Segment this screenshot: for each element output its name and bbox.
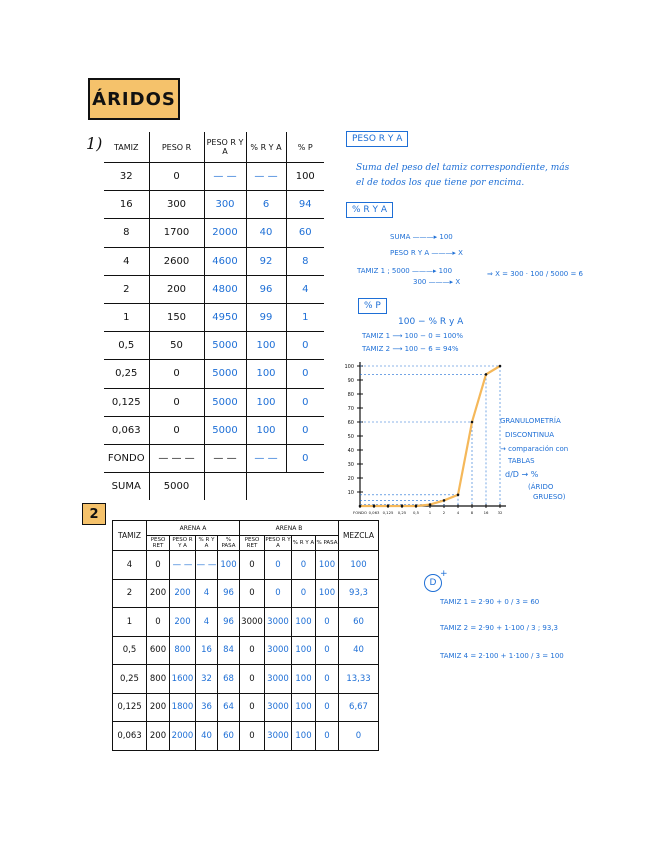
table-cell: 100	[292, 636, 316, 665]
table-cell: 2	[113, 579, 147, 608]
pct-p-formula: 100 − % R y A	[398, 317, 464, 327]
table-cell: 0	[339, 722, 379, 751]
table-cell	[286, 473, 324, 501]
table-row	[104, 303, 324, 331]
table-cell: — —	[170, 551, 196, 580]
table-cell: 0	[316, 693, 339, 722]
table-row	[113, 722, 379, 751]
table-cell: 1	[286, 303, 324, 331]
table-cell: 3000	[265, 722, 292, 751]
table-cell: 32	[104, 163, 149, 191]
granulometry-chart	[336, 358, 516, 523]
table-cell: 0,063	[113, 722, 147, 751]
table-cell: — — —	[149, 444, 204, 472]
x-tick-label: 4	[456, 510, 460, 515]
table-cell: — —	[204, 444, 246, 472]
table-cell: 0	[149, 416, 204, 444]
sieve-table	[104, 132, 324, 500]
mezcla-header: MEZCLA	[339, 521, 379, 551]
peso-rya-definition-line1: Suma del peso del tamiz correspondiente, más	[356, 163, 570, 173]
table-cell: 0	[149, 388, 204, 416]
data-point	[415, 505, 418, 508]
table-cell: 200	[170, 579, 196, 608]
x-tick-label: 0,125	[382, 510, 394, 515]
table-cell: 0	[240, 665, 265, 694]
table-cell: 0	[240, 551, 265, 580]
table-cell: 100	[246, 332, 286, 360]
table-cell: 100	[246, 388, 286, 416]
table-cell: 100	[316, 579, 339, 608]
table-cell: 60	[286, 219, 324, 247]
subheader-cell: PESO R Y A	[265, 537, 291, 549]
table-cell: 6	[246, 191, 286, 219]
table-cell: 68	[218, 665, 240, 694]
table-cell: 1700	[149, 219, 204, 247]
table-row	[104, 191, 324, 219]
table-cell: 40	[196, 722, 218, 751]
y-tick-label: 60	[347, 420, 354, 426]
x-tick-label: 16	[483, 510, 489, 515]
table-cell: 0	[286, 416, 324, 444]
table-cell: 0	[149, 360, 204, 388]
table-cell: 4	[286, 275, 324, 303]
arena-a-header: ARENA A	[147, 521, 240, 536]
table-cell: 2000	[170, 722, 196, 751]
table-row	[113, 551, 379, 580]
table-cell: 94	[286, 191, 324, 219]
table-row	[113, 608, 379, 637]
x-tick-label: 32	[497, 510, 503, 515]
table-cell: 100	[286, 163, 324, 191]
table-cell: 40	[246, 219, 286, 247]
table-cell: 4600	[204, 247, 246, 275]
table-row	[113, 693, 379, 722]
table-cell: 3000	[265, 636, 292, 665]
peso-rule: PESO R Y A ———▸ X	[390, 249, 463, 257]
subheader-cell: % R Y A	[196, 536, 218, 551]
granulo-note-3: → comparación con	[500, 445, 569, 453]
table-cell: 0	[265, 579, 292, 608]
table-cell: — —	[204, 163, 246, 191]
table-cell: FONDO	[104, 444, 149, 472]
table-cell: 800	[170, 636, 196, 665]
tamiz-header: TAMIZ	[113, 521, 147, 551]
table-cell: 96	[246, 275, 286, 303]
table-row	[104, 444, 324, 472]
data-point	[359, 505, 362, 508]
table-row	[104, 473, 324, 501]
table-cell: 96	[218, 608, 240, 637]
mix-plus-sign: +	[440, 569, 448, 579]
table-cell: 150	[149, 303, 204, 331]
table-cell: 4	[113, 551, 147, 580]
table-cell	[246, 473, 286, 501]
table-cell: 0	[286, 388, 324, 416]
y-tick-label: 20	[347, 476, 354, 482]
table-cell: 100	[292, 665, 316, 694]
x-tick-label: FONDO	[353, 510, 367, 515]
peso-rya-definition-line2: el de todos los que tiene por encima.	[356, 178, 525, 188]
tamiz1-rule-a: TAMIZ 1 ; 5000 ———▸ 100	[357, 267, 453, 275]
table-cell: 300	[149, 191, 204, 219]
data-point	[457, 494, 460, 497]
table-cell: 100	[218, 551, 240, 580]
x-tick-label: 2	[442, 510, 446, 515]
table-cell: 0	[147, 608, 170, 637]
table-cell: 60	[218, 722, 240, 751]
table-cell: 5000	[204, 388, 246, 416]
arena-b-header: ARENA B	[240, 521, 339, 536]
table-cell: 92	[246, 247, 286, 275]
table-cell: 0	[292, 551, 316, 580]
table-row	[113, 579, 379, 608]
pct-p-heading: % P	[358, 298, 387, 314]
table-cell: 16	[196, 636, 218, 665]
table-cell: 100	[292, 693, 316, 722]
subheader-cell: PESO RET	[147, 536, 170, 551]
header-cell: PESO R Y A	[204, 132, 246, 163]
table-row	[113, 665, 379, 694]
mix-calc-3: TAMIZ 4 = 2·100 + 1·100 / 3 = 100	[440, 652, 564, 660]
granulo-note-2: DISCONTINUA	[505, 431, 555, 439]
data-point	[485, 373, 488, 376]
suma-rule: SUMA ———▸ 100	[390, 233, 453, 241]
table-cell: 300	[204, 191, 246, 219]
table-cell: 96	[218, 579, 240, 608]
table-cell	[204, 473, 246, 501]
granulo-note-1: GRANULOMETRÍA	[500, 417, 561, 425]
pct-rya-heading: % R Y A	[346, 202, 393, 218]
table-cell: 4	[196, 579, 218, 608]
table-cell: 8	[286, 247, 324, 275]
table-cell: 0,125	[113, 693, 147, 722]
table-cell: 50	[149, 332, 204, 360]
subheader-cell: % R Y A	[292, 536, 316, 551]
sand-mix-table	[112, 520, 379, 751]
table-cell: 0	[292, 579, 316, 608]
y-tick-label: 10	[347, 490, 354, 496]
table-cell: 0	[286, 360, 324, 388]
table-cell: 0	[316, 608, 339, 637]
table-cell: 200	[147, 722, 170, 751]
table-row	[104, 247, 324, 275]
table-cell: 36	[196, 693, 218, 722]
table-cell: — —	[246, 163, 286, 191]
table-cell: 93,3	[339, 579, 379, 608]
table-cell: 2000	[204, 219, 246, 247]
table-cell: 1	[113, 608, 147, 637]
table-cell: 40	[339, 636, 379, 665]
table-row	[104, 360, 324, 388]
header-cell: % P	[286, 132, 324, 163]
table-cell: 0,063	[104, 416, 149, 444]
table-cell: 0	[240, 579, 265, 608]
table-cell: 1800	[170, 693, 196, 722]
table-cell: 6,67	[339, 693, 379, 722]
table-cell: — —	[196, 551, 218, 580]
table-cell: 0	[286, 332, 324, 360]
table-cell: 13,33	[339, 665, 379, 694]
header-cell: % R Y A	[246, 132, 286, 163]
table-cell: 4800	[204, 275, 246, 303]
y-tick-label: 30	[347, 462, 354, 468]
tamiz1-rule-b: 300 ———▸ X	[413, 278, 461, 286]
tamiz1-pct-p: TAMIZ 1 ⟶ 100 − 0 = 100%	[362, 332, 464, 340]
table-cell: 100	[339, 551, 379, 580]
granulo-note-4: TABLAS	[508, 457, 535, 465]
section-1-number: 1)	[86, 134, 103, 153]
table-cell: 600	[147, 636, 170, 665]
granulo-note-5: d/D → %	[505, 470, 539, 479]
table-cell: 0	[240, 693, 265, 722]
data-point	[443, 499, 446, 502]
x-tick-label: 0,25	[397, 510, 407, 515]
table-cell: — —	[246, 444, 286, 472]
table-cell: 2600	[149, 247, 204, 275]
table-cell: 60	[339, 608, 379, 637]
table-cell: 0	[316, 636, 339, 665]
granulometric-curve	[360, 366, 500, 506]
table-cell: 4	[196, 608, 218, 637]
table-cell: 5000	[149, 473, 204, 501]
table-cell: 99	[246, 303, 286, 331]
mix-calc-1: TAMIZ 1 = 2·90 + 0 / 3 = 60	[440, 598, 540, 606]
table-cell: 200	[170, 608, 196, 637]
x-tick-label: 0,063	[368, 510, 380, 515]
data-point	[387, 505, 390, 508]
table-cell: 200	[147, 693, 170, 722]
table-cell: 32	[196, 665, 218, 694]
table-cell: 4950	[204, 303, 246, 331]
y-tick-label: 90	[347, 378, 354, 384]
y-tick-label: 50	[347, 434, 354, 440]
data-point	[373, 505, 376, 508]
table-cell: 0	[286, 444, 324, 472]
y-tick-label: 80	[347, 392, 354, 398]
subheader-cell: % PASA	[316, 536, 339, 551]
y-tick-label: 70	[347, 406, 354, 412]
table-cell: SUMA	[104, 473, 149, 501]
table-cell: 0,5	[113, 636, 147, 665]
table-cell: 5000	[204, 360, 246, 388]
tamiz2-pct-p: TAMIZ 2 ⟶ 100 − 6 = 94%	[362, 345, 459, 353]
table-cell: 0	[316, 722, 339, 751]
table-row	[104, 332, 324, 360]
table-cell: 200	[147, 579, 170, 608]
table-row	[104, 275, 324, 303]
table-cell: 100	[246, 416, 286, 444]
table-cell: 0	[147, 551, 170, 580]
table-cell: 100	[246, 360, 286, 388]
table-cell: 0	[240, 722, 265, 751]
table-cell: 0,5	[104, 332, 149, 360]
data-point	[429, 503, 432, 506]
x-tick-label: 1	[428, 510, 432, 515]
table-cell: 100	[292, 722, 316, 751]
subheader-cell: % PASA	[218, 536, 240, 551]
y-tick-label: 100	[344, 364, 354, 370]
table-cell: 800	[147, 665, 170, 694]
x-tick-label: 8	[470, 510, 474, 515]
table-cell: 100	[292, 608, 316, 637]
table-cell: 4	[104, 247, 149, 275]
table-cell: 2	[104, 275, 149, 303]
header-cell: TAMIZ	[104, 132, 149, 163]
data-point	[471, 421, 474, 424]
table-cell: 0	[316, 665, 339, 694]
table-cell: 100	[316, 551, 339, 580]
table-cell: 3000	[265, 693, 292, 722]
table-row	[113, 636, 379, 665]
mix-calc-2: TAMIZ 2 = 2·90 + 1·100 / 3 ; 93,3	[440, 624, 559, 632]
granulo-note-6: (ÁRIDO	[528, 483, 554, 491]
table-cell: 64	[218, 693, 240, 722]
table-cell: 0,25	[104, 360, 149, 388]
header-cell: PESO R	[149, 132, 204, 163]
table-row	[104, 163, 324, 191]
subheader-cell: PESO R Y A	[170, 536, 196, 551]
peso-rya-heading: PESO R Y A	[346, 131, 408, 147]
table-cell: 3000	[265, 665, 292, 694]
table-cell: 5000	[204, 332, 246, 360]
y-tick-label: 40	[347, 448, 354, 454]
x-tick-label: 0,5	[412, 510, 420, 515]
data-point	[499, 365, 502, 368]
table-cell: 0,125	[104, 388, 149, 416]
table-cell: 200	[149, 275, 204, 303]
table-row	[104, 416, 324, 444]
data-point	[401, 505, 404, 508]
table-cell: 3000	[265, 608, 292, 637]
table-cell: 8	[104, 219, 149, 247]
table-row	[104, 388, 324, 416]
section-2-number: 2	[82, 503, 106, 525]
table-cell: 84	[218, 636, 240, 665]
table-cell: 0,25	[113, 665, 147, 694]
table-cell: 0	[240, 636, 265, 665]
table-cell: 0	[265, 551, 292, 580]
table-cell: 3000	[240, 608, 265, 637]
tamiz1-result: ⇒ X = 300 · 100 / 5000 = 6	[487, 270, 583, 278]
table-row	[104, 219, 324, 247]
table-cell: 16	[104, 191, 149, 219]
table-cell: 1600	[170, 665, 196, 694]
table-cell: 0	[149, 163, 204, 191]
table-cell: 1	[104, 303, 149, 331]
table-cell: 5000	[204, 416, 246, 444]
page-title: ÁRIDOS	[88, 78, 180, 120]
granulo-note-7: GRUESO)	[533, 493, 566, 501]
mix-label-d-text: D	[429, 578, 437, 588]
subheader-cell: PESO RET	[240, 536, 265, 551]
